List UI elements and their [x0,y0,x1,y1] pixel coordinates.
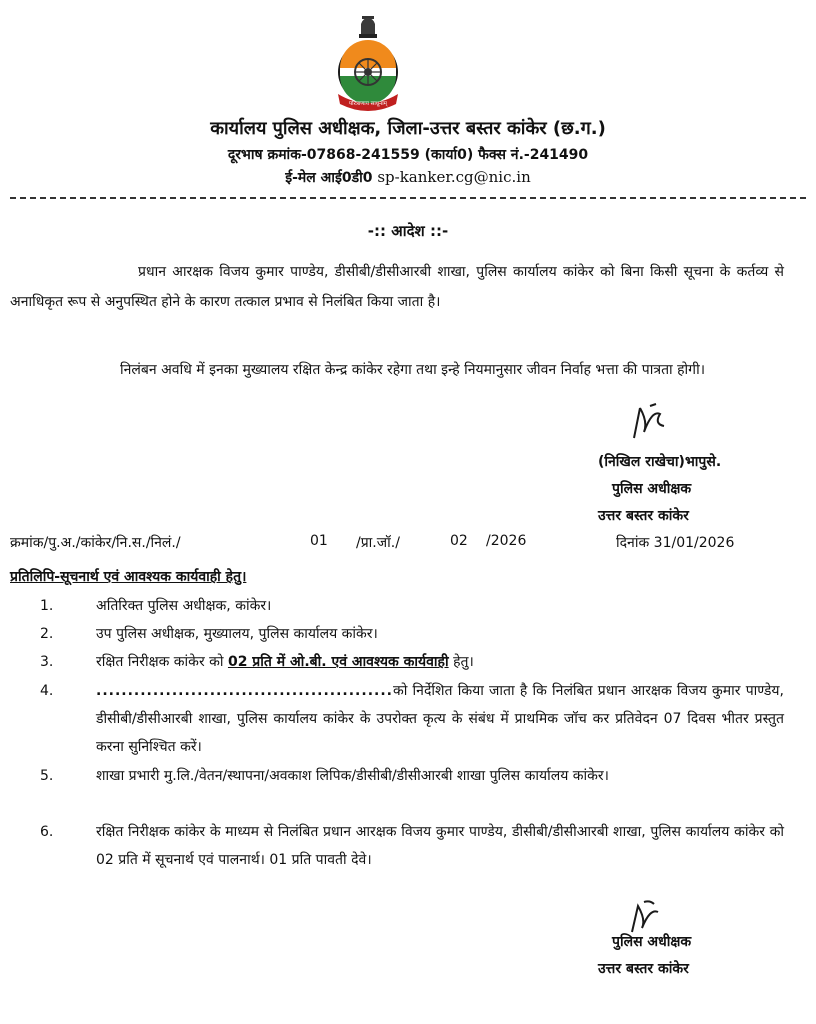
order-title: -:: आदेश ::- [367,222,449,240]
reference-number: 01 [310,533,328,549]
lion-capital-icon [359,16,377,38]
copy-item [10,762,784,790]
copy-item-text: उप पुलिस अधीक्षक, मुख्यालय, पुलिस कार्यालय कांकेर। [96,626,378,642]
email-address[interactable]: sp-kanker.cg@nic.in [377,168,531,186]
reference-mid: /प्रा.जॉ./ [356,535,400,551]
copy-item-text-post: हेतु। [448,654,474,670]
copy-item-emphasis: 02 प्रति में ओ.बी. एवं आवश्यक कार्यवाही [227,654,449,670]
copy-item [10,620,784,648]
copy-item-text: अतिरिक्त पुलिस अधीक्षक, कांकेर। [96,598,272,614]
signer-district-2: उत्तर बस्तर कांकेर [598,961,689,977]
copy-item [10,648,784,676]
blank-fill-dots: ............................................... [96,683,393,699]
header-divider [10,197,806,199]
copy-item [10,818,784,874]
copy-item-text-body: को निर्देशित किया जाता है कि निलंबित प्रधान आरक्षक विजय कुमार पाण्डेय, डीसीबी/डीसीआरबी शाखा, पुलिस कार्यालय कांकेर के उपरोक्त कृत्य के संबंध में प्राथमिक जॉच कर प्रतिवेदन 07 दिवस भीतर प्रस्तुत करना सुनिश्चित करें। [96,683,784,755]
signer-district: उत्तर बस्तर कांकेर [598,508,689,524]
office-title: कार्यालय पुलिस अधीक्षक, जिला-उत्तर बस्तर कांकेर (छ.ग.) [210,118,606,139]
signer-name: (निखिल राखेचा)भापुसे. [598,454,722,470]
police-emblem-logo [332,12,404,114]
order-paragraph-2: निलंबन अवधि में इनका मुख्यालय रक्षित केन्द्र कांकेर रहेगा तथा इन्हे नियमानुसार जीवन निर्वाह भत्ता की पात्रता होगी। [120,362,705,378]
phone-line: दूरभाष क्रमांक-07868-241559 (कार्या0) फैक्स नं.-241490 [227,147,589,163]
copy-item-number: 4. [40,683,54,699]
email-label: ई-मेल आई0डी0 [285,170,373,186]
copy-item [10,592,784,620]
copy-item-text: रक्षित निरीक्षक कांकेर के माध्यम से निलंबित प्रधान आरक्षक विजय कुमार पाण्डेय, डीसीबी/डीसीआरबी शाखा, पुलिस कार्यालय कांकेर को 02 प्रति में सूचनार्थ एवं पालनार्थ। 01 प्रति पावती देवे। [96,824,784,868]
copy-item-number: 6. [40,824,54,840]
copy-item-number: 2. [40,626,54,642]
copy-item [10,677,784,761]
copy-item-text [96,648,784,676]
copy-item-number: 5. [40,768,54,784]
copy-to-title: प्रतिलिपि-सूचनार्थ एवं आवश्यक कार्यवाही हेतु। [10,569,247,585]
order-paragraph-1: प्रधान आरक्षक विजय कुमार पाण्डेय, डीसीबी/डीसीआरबी शाखा, पुलिस कार्यालय कांकेर को बिना किसी सूचना के कर्तव्य से अनाधिकृत रूप से अनुपस्थित होने के कारण तत्काल प्रभाव से निलंबित किया जाता है। [10,264,784,310]
email-line [0,168,816,187]
reference-date: दिनांक 31/01/2026 [616,535,735,551]
copy-item-number: 3. [40,654,54,670]
copy-item-text-pre: रक्षित निरीक्षक कांकेर को [96,654,228,670]
reference-prefix: क्रमांक/पु.अ./कांकेर/नि.स./निलं./ [10,535,181,551]
copy-item-number: 1. [40,598,54,614]
signer-designation: पुलिस अधीक्षक [612,481,692,497]
reference-year: /2026 [486,533,527,549]
signer-designation-2: पुलिस अधीक्षक [612,934,692,950]
signature-mark-1 [630,402,670,440]
copy-item-text [96,677,784,761]
emblem-motto: परित्राणाय साधूनाम् [349,101,387,107]
reference-number-2: 02 [450,533,468,549]
copy-item-text: शाखा प्रभारी मु.लि./वेतन/स्थापना/अवकाश लिपिक/डीसीबी/डीसीआरबी शाखा पुलिस कार्यालय कांकेर। [96,768,609,784]
reference-line [10,533,794,559]
